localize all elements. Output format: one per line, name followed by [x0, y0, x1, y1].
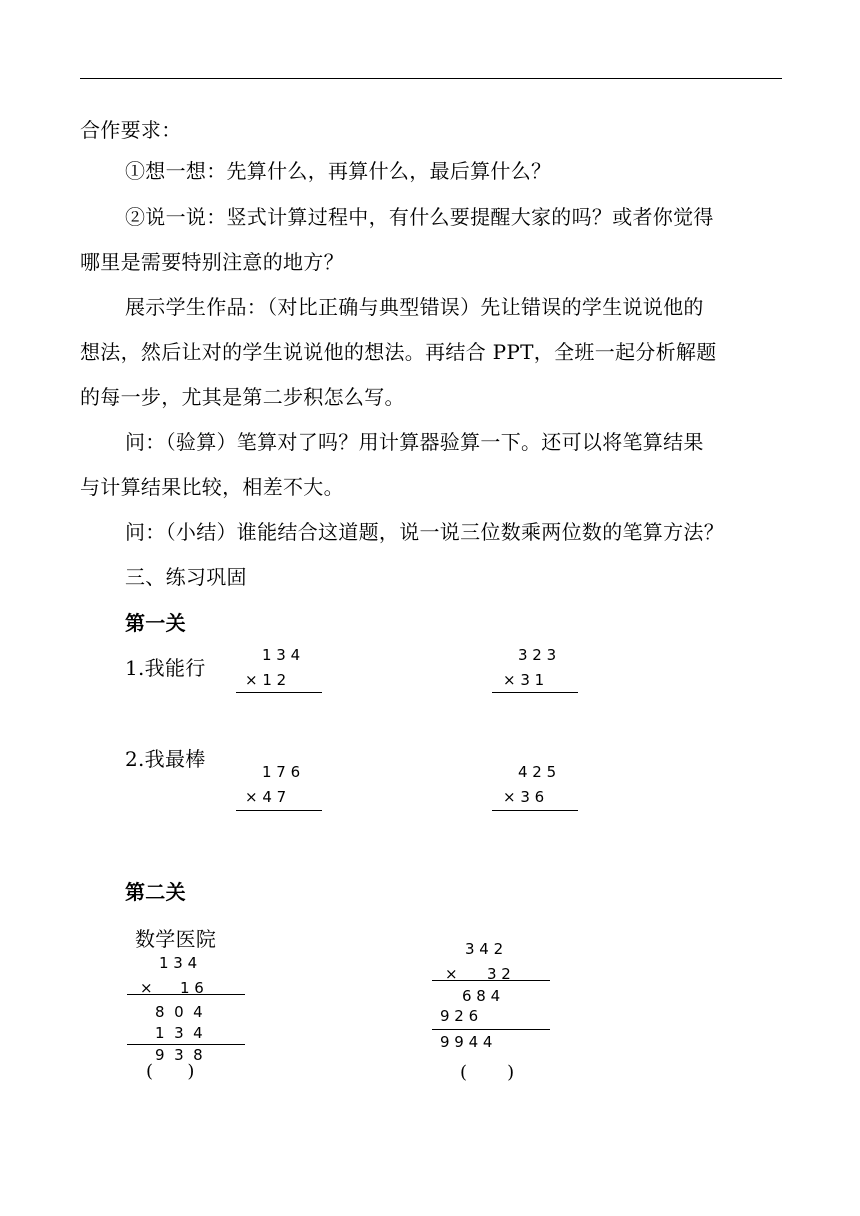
- problem1-top: 1 3 4: [262, 646, 301, 664]
- hospital2-line1: [432, 980, 550, 981]
- paragraph-say-line1: ②说一说：竖式计算过程中，有什么要提醒大家的吗？或者你觉得: [125, 205, 714, 229]
- problem4-bottom: × 3 6: [503, 788, 545, 806]
- hospital2-mult-digits: 3 2: [487, 965, 511, 983]
- hospital1-partial2: 1 3 4: [155, 1024, 203, 1042]
- paragraph-show-line1: 展示学生作品：（对比正确与典型错误）先让错误的学生说说他的: [125, 295, 704, 319]
- hospital2-result: 9 9 4 4: [440, 1033, 493, 1051]
- paragraph-cooperation-requirement: 合作要求：: [80, 118, 182, 142]
- problem3-top: 1 7 6: [262, 763, 301, 781]
- hospital1-mult-sign: ×: [140, 979, 153, 997]
- problem3-bottom: × 4 7: [245, 788, 287, 806]
- level1-item1-label: 1.我能行: [125, 656, 206, 680]
- hospital1-partial1: 8 0 4: [155, 1003, 203, 1021]
- paragraph-think: ①想一想：先算什么，再算什么，最后算什么？: [125, 159, 552, 183]
- problem2-top: 3 2 3: [518, 646, 557, 664]
- problem2-line: [492, 692, 578, 693]
- level1-item2-label: 2.我最棒: [125, 747, 206, 771]
- section-heading-practice: 三、练习巩固: [125, 565, 247, 589]
- paragraph-check-line1: 问：（验算）笔算对了吗？用计算器验算一下。还可以将笔算结果: [125, 430, 704, 454]
- hospital2-mult-sign: ×: [445, 965, 458, 983]
- paragraph-check-line2: 与计算结果比较，相差不大。: [80, 475, 344, 499]
- problem1-line: [236, 692, 322, 693]
- hospital1-top: 1 3 4: [159, 954, 198, 972]
- hospital2-partial1: 6 8 4: [462, 987, 501, 1005]
- hospital1-mult-digits: 1 6: [180, 979, 204, 997]
- math-hospital-label: 数学医院: [135, 927, 217, 951]
- paragraph-show-line2: 想法，然后让对的学生说说他的想法。再结合 PPT，全班一起分析解题: [80, 340, 717, 364]
- problem1-bottom: × 1 2: [245, 671, 287, 689]
- hospital2-partial2: 9 2 6: [440, 1007, 479, 1025]
- hospital1-answer-paren: ( ): [146, 1061, 195, 1082]
- header-rule: [80, 78, 782, 79]
- hospital1-result: 9 3 8: [155, 1046, 203, 1064]
- problem2-bottom: × 3 1: [503, 671, 545, 689]
- problem4-line: [492, 810, 578, 811]
- problem4-top: 4 2 5: [518, 763, 557, 781]
- level2-title: 第二关: [125, 880, 186, 904]
- hospital1-line1: [127, 994, 245, 995]
- level1-title: 第一关: [125, 611, 186, 635]
- problem3-line: [236, 810, 322, 811]
- hospital2-line2: [432, 1029, 550, 1030]
- paragraph-show-line3: 的每一步，尤其是第二步积怎么写。: [80, 385, 405, 409]
- hospital2-top: 3 4 2: [465, 940, 504, 958]
- paragraph-say-line2: 哪里是需要特别注意的地方？: [80, 250, 344, 274]
- hospital1-line2: [127, 1044, 245, 1045]
- paragraph-summary: 问：（小结）谁能结合这道题，说一说三位数乘两位数的笔算方法？: [125, 520, 724, 544]
- hospital2-answer-paren: ( ): [460, 1062, 515, 1083]
